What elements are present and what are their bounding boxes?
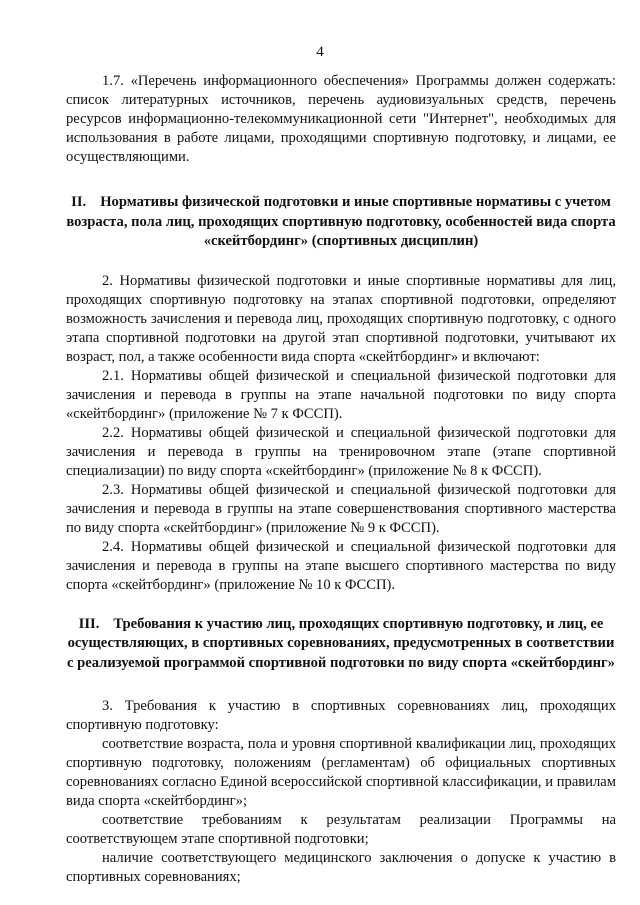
- paragraph-2-1: 2.1. Нормативы общей физической и специальной физической подготовки для зачисления и перевода в группы на этапе начальной подготовки по виду спорта «скейтбординг» (приложение № 7 к ФССП).: [66, 367, 616, 422]
- spacer: [66, 595, 616, 615]
- paragraph-2-3: 2.3. Нормативы общей физической и специальной физической подготовки для зачисления и перевода в группы на этапе совершенствования спортивного мастерства по виду спорта «скейтбординг» (приложение № 9 к ФССП).: [66, 481, 616, 536]
- paragraph-2: 2. Нормативы физической подготовки и иные спортивные нормативы для лиц, проходящих спортивную подготовку на этапах спортивной подготовки, определяют возможность зачисления и перевода лиц, проходящих спортивную подготовку, с одного этапа спортивной подготовки на другой этап спортивной подготовки, учитывают их возраст, пол, а также особенности вида спорта «скейтбординг» и включают:: [66, 272, 616, 365]
- spacer: [66, 167, 616, 193]
- paragraph-3: 3. Требования к участию в спортивных соревнованиях лиц, проходящих спортивную подготовку:: [66, 698, 616, 733]
- section-3-heading: [66, 615, 616, 674]
- requirement-medical-clearance: наличие соответствующего медицинского заключения о допуске к участию в спортивных соревнованиях;: [66, 850, 616, 885]
- section-2-title: Нормативы физической подготовки и иные спортивные нормативы с учетом возраста, пола лиц, проходящих спортивную подготовку, особенностей вида спорта «скейтбординг» (спортивных дисциплин): [66, 194, 616, 249]
- paragraph-2-4: 2.4. Нормативы общей физической и специальной физической подготовки для зачисления и перевода в группы на этапе высшего спортивного мастерства по виду спорта «скейтбординг» (приложение № 10 к ФССП).: [66, 538, 616, 593]
- document-body: [66, 72, 616, 887]
- spacer: [66, 252, 616, 272]
- spacer: [66, 673, 616, 697]
- paragraph-2-2: 2.2. Нормативы общей физической и специальной физической подготовки для зачисления и перевода в группы на тренировочном этапе (этапе спортивной специализации) по виду спорта «скейтбординг» (приложение № 8 к ФССП).: [66, 424, 616, 479]
- section-2-number: II.: [71, 194, 87, 210]
- paragraph-1-7: 1.7. «Перечень информационного обеспечения» Программы должен содержать: список литературных источников, перечень аудиовизуальных средств, перечень ресурсов информационно-телекоммуникационной сети "Интернет", необходимых для использования в работе лицами, проходящими спортивную подготовку, и лицами, ее осуществляющими.: [66, 73, 616, 165]
- page-number: 4: [316, 44, 324, 60]
- section-3-number: III.: [78, 615, 100, 632]
- section-3-title: Требования к участию лиц, проходящих спортивную подготовку, и лиц, ее осуществляющих, в спортивных соревнованиях, предусмотренных в соответствии с реализуемой программой спортивной подготовки по виду спорта «скейтбординг»: [67, 615, 615, 671]
- requirement-age-sex-qualification: соответствие возраста, пола и уровня спортивной квалификации лиц, проходящих спортивную подготовку, положениям (регламентам) об официальных спортивных соревнованиях согласно Единой всероссийской спортивной классификации, и правилам вида спорта «скейтбординг»;: [66, 736, 616, 809]
- section-2-heading: [66, 193, 616, 252]
- requirement-program-results: соответствие требованиям к результатам реализации Программы на соответствующем этапе спортивной подготовки;: [66, 812, 616, 847]
